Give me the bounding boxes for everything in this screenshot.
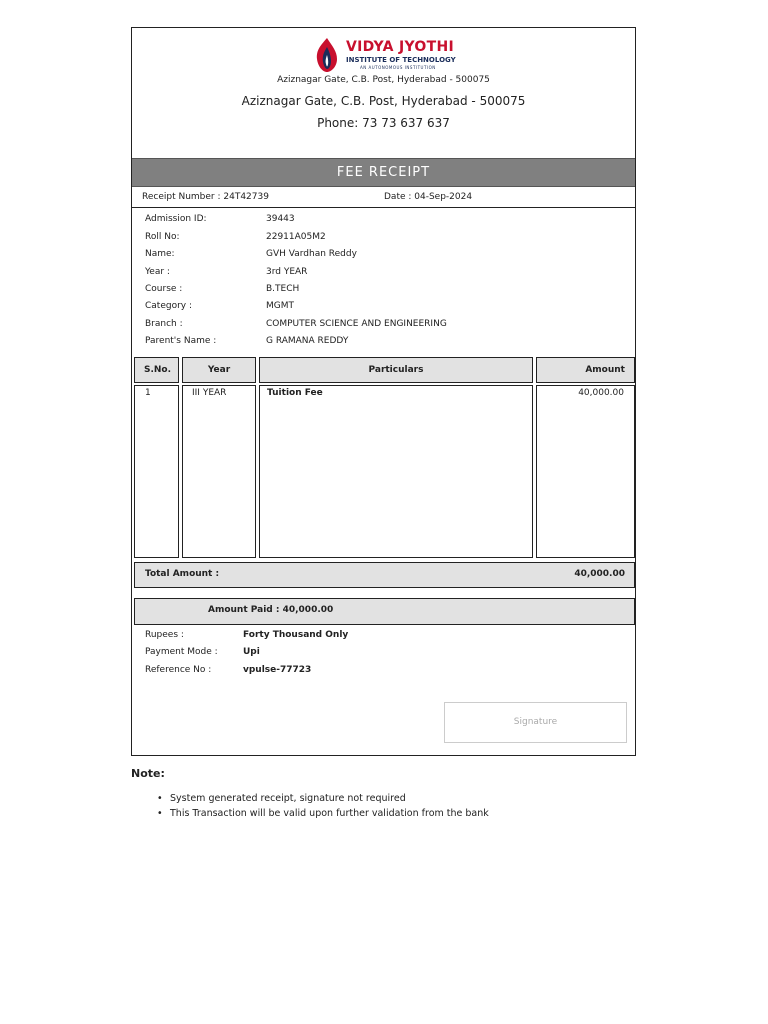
name-value: GVH Vardhan Reddy	[266, 249, 357, 259]
table-header-amount: Amount	[536, 357, 635, 383]
brand-tagline: AN AUTONOMOUS INSTITUTION	[360, 65, 436, 70]
receipt-meta	[132, 187, 635, 208]
year-value: 3rd YEAR	[266, 267, 308, 277]
flame-icon	[312, 37, 342, 73]
parent-name-value: G RAMANA REDDY	[266, 336, 349, 346]
roll-no-label: Roll No:	[145, 232, 180, 242]
note-list	[157, 793, 489, 823]
table-column-year	[182, 385, 256, 558]
receipt-title: FEE RECEIPT	[132, 158, 635, 187]
reference-no-label: Reference No :	[145, 665, 212, 675]
name-label: Name:	[145, 249, 175, 259]
rupees-value: Forty Thousand Only	[243, 630, 349, 640]
table-header-sno: S.No.	[134, 357, 179, 383]
parent-name-label: Parent's Name :	[145, 336, 217, 346]
admission-id-label: Admission ID:	[145, 214, 207, 224]
year-label: Year :	[145, 267, 170, 277]
row-amount: 40,000.00	[578, 388, 624, 398]
category-label: Category :	[145, 301, 193, 311]
table-column-sno	[134, 385, 179, 558]
admission-id-value: 39443	[266, 214, 295, 224]
note-item: • This Transaction will be valid upon further validation from the bank	[157, 808, 489, 819]
note-item: • System generated receipt, signature not required	[157, 793, 489, 804]
address-large: Aziznagar Gate, C.B. Post, Hyderabad - 500075	[241, 94, 526, 108]
payment-mode-label: Payment Mode :	[145, 647, 218, 657]
category-value: MGMT	[266, 301, 295, 311]
reference-no-value: vpulse-77723	[243, 665, 312, 675]
receipt-date: Date : 04-Sep-2024	[384, 192, 473, 202]
roll-no-value: 22911A05M2	[266, 232, 326, 242]
fee-receipt	[131, 27, 636, 756]
table-header-year: Year	[182, 357, 256, 383]
phone-number: Phone: 73 73 637 637	[317, 116, 450, 130]
row-year: III YEAR	[192, 388, 227, 398]
payment-mode-value: Upi	[243, 647, 260, 657]
signature-box: Signature	[444, 702, 627, 743]
table-column-amount	[536, 385, 635, 558]
address-small: Aziznagar Gate, C.B. Post, Hyderabad - 500075	[277, 75, 490, 85]
table-column-particulars	[259, 385, 533, 558]
table-header-particulars: Particulars	[259, 357, 533, 383]
amount-paid-text: Amount Paid : 40,000.00	[208, 605, 334, 615]
amount-paid-bar	[134, 598, 635, 625]
institution-logo	[312, 37, 462, 73]
row-particulars: Tuition Fee	[267, 388, 323, 398]
receipt-number: Receipt Number : 24T42739	[142, 192, 269, 202]
branch-label: Branch :	[145, 319, 183, 329]
rupees-label: Rupees :	[145, 630, 184, 640]
total-amount-value: 40,000.00	[574, 569, 625, 579]
note-title: Note:	[131, 767, 165, 780]
brand-subtitle: INSTITUTE OF TECHNOLOGY	[346, 56, 456, 64]
course-label: Course :	[145, 284, 183, 294]
brand-name: VIDYA JYOTHI	[346, 39, 454, 55]
branch-value: COMPUTER SCIENCE AND ENGINEERING	[266, 319, 447, 329]
course-value: B.TECH	[266, 284, 300, 294]
total-amount-label: Total Amount :	[145, 569, 220, 579]
total-amount-bar	[134, 562, 635, 588]
row-sno: 1	[145, 388, 151, 398]
